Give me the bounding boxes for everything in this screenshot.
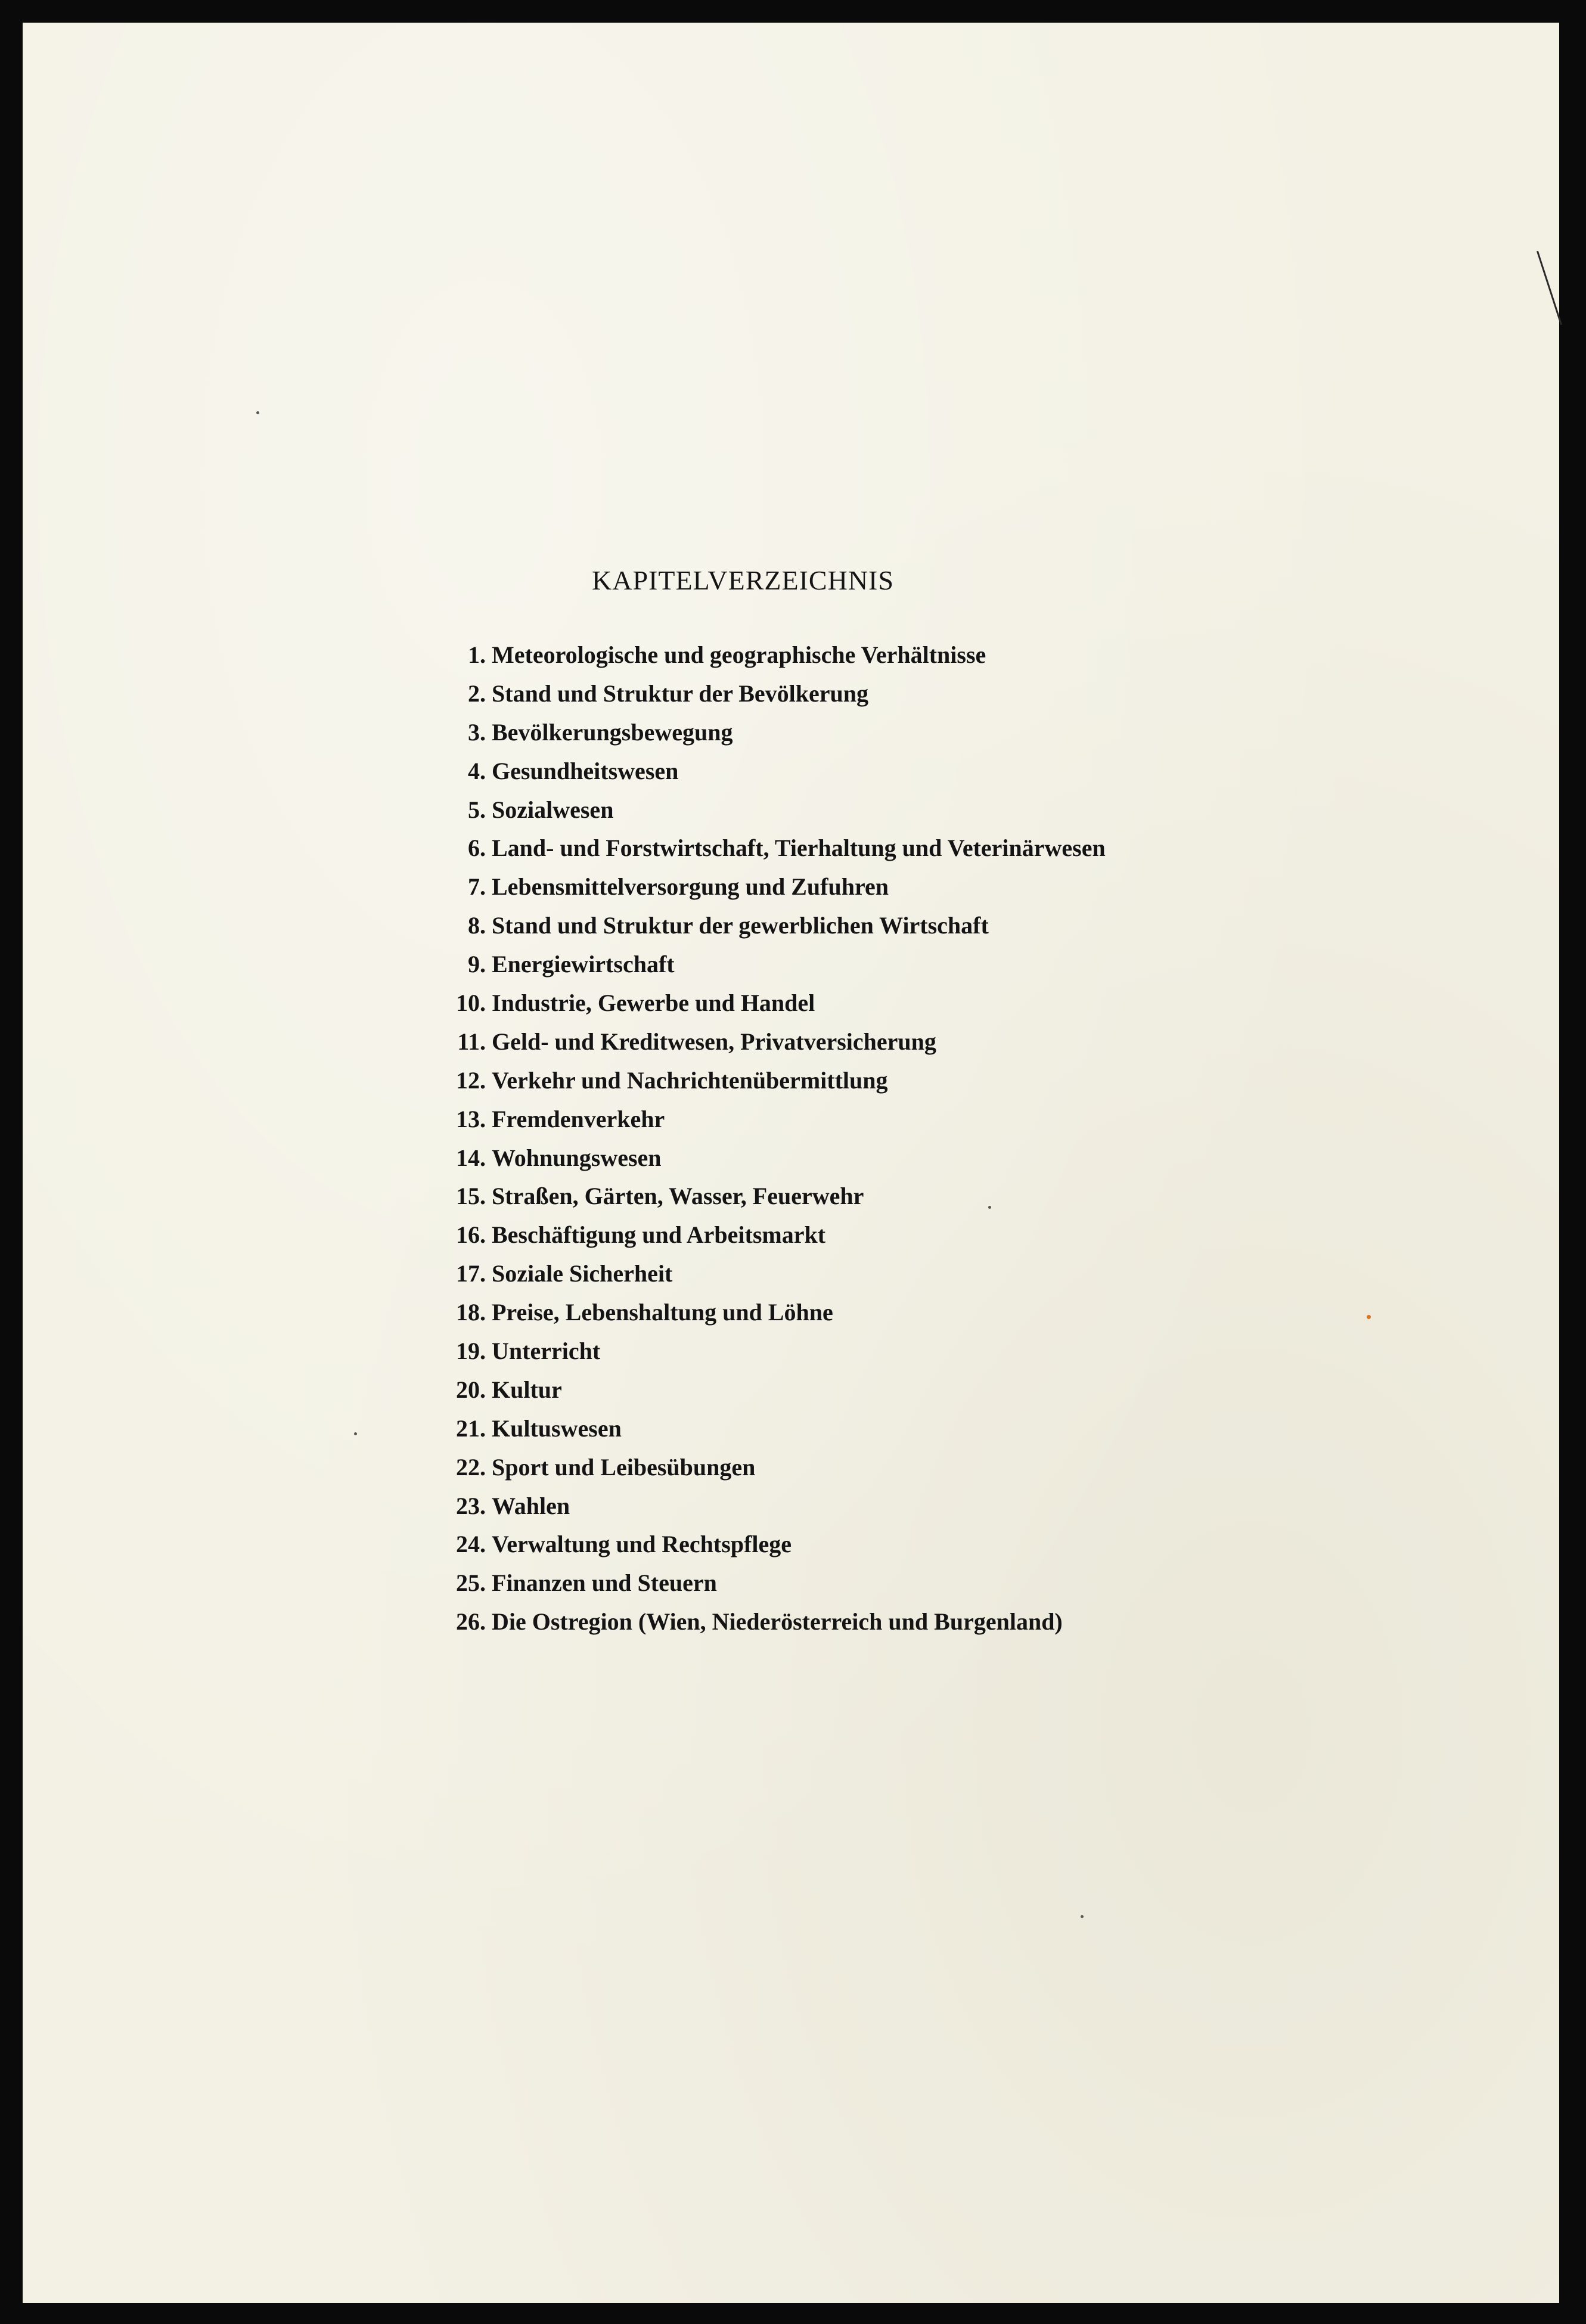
toc-entry: [428, 867, 1106, 906]
toc-entry: [428, 1409, 1106, 1448]
chapter-number: 2.: [468, 679, 486, 707]
toc-entry: [428, 1061, 1106, 1100]
paper-speck: [354, 1432, 357, 1435]
chapter-number: 15.: [456, 1183, 486, 1210]
chapter-title: Die Ostregion (Wien, Niederösterreich und Burgenland): [492, 1608, 1063, 1636]
toc-entry: [428, 635, 1106, 674]
toc-entry: [428, 1487, 1106, 1525]
paper-speck: [1081, 1915, 1084, 1918]
chapter-title: Energiewirtschaft: [492, 951, 675, 978]
toc-entry: [428, 906, 1106, 945]
chapter-number: 24.: [456, 1531, 486, 1558]
table-of-contents: [428, 635, 1106, 1641]
toc-entry: [428, 1100, 1106, 1138]
chapter-number: 25.: [456, 1569, 486, 1597]
toc-entry: [428, 1370, 1106, 1409]
chapter-number: 9.: [468, 951, 486, 978]
chapter-number: 5.: [468, 796, 486, 823]
document-page: [23, 23, 1559, 2303]
paper-speck: [256, 411, 259, 414]
chapter-title: Wahlen: [492, 1492, 570, 1519]
chapter-number: 26.: [456, 1608, 486, 1636]
chapter-number: 13.: [456, 1105, 486, 1132]
chapter-title: Stand und Struktur der gewerblichen Wirtschaft: [492, 912, 989, 939]
toc-entry: [428, 1177, 1106, 1215]
chapter-number: 12.: [456, 1066, 486, 1094]
chapter-number: 23.: [456, 1492, 486, 1519]
toc-entry: [428, 1602, 1106, 1641]
toc-entry: [428, 790, 1106, 829]
chapter-title: Straßen, Gärten, Wasser, Feuerwehr: [492, 1183, 864, 1210]
chapter-number: 18.: [456, 1299, 486, 1326]
chapter-number: 6.: [468, 834, 486, 862]
chapter-title: Wohnungswesen: [492, 1144, 662, 1171]
toc-entry: [428, 1332, 1106, 1370]
chapter-number: 8.: [468, 912, 486, 939]
chapter-title: Soziale Sicherheit: [492, 1260, 673, 1287]
toc-entry: [428, 1448, 1106, 1487]
toc-entry: [428, 1563, 1106, 1602]
chapter-title: Verkehr und Nachrichtenübermittlung: [492, 1066, 888, 1094]
chapter-title: Industrie, Gewerbe und Handel: [492, 989, 815, 1016]
chapter-number: 3.: [468, 718, 486, 746]
chapter-title: Beschäftigung und Arbeitsmarkt: [492, 1221, 826, 1249]
chapter-title: Sport und Leibesübungen: [492, 1453, 756, 1481]
toc-entry: [428, 983, 1106, 1022]
chapter-number: 16.: [456, 1221, 486, 1249]
chapter-title: Preise, Lebenshaltung und Löhne: [492, 1299, 833, 1326]
toc-entry: [428, 752, 1106, 790]
toc-entry: [428, 945, 1106, 983]
chapter-number: 11.: [457, 1028, 486, 1055]
chapter-title: Unterricht: [492, 1337, 601, 1364]
chapter-number: 19.: [456, 1337, 486, 1364]
toc-entry: [428, 1293, 1106, 1332]
chapter-number: 20.: [456, 1376, 486, 1403]
chapter-number: 17.: [456, 1260, 486, 1287]
chapter-number: 10.: [456, 989, 486, 1016]
toc-entry: [428, 1254, 1106, 1293]
chapter-title: Lebensmittelversorgung und Zufuhren: [492, 873, 889, 901]
chapter-title: Bevölkerungsbewegung: [492, 718, 733, 746]
chapter-title: Fremdenverkehr: [492, 1105, 665, 1132]
chapter-number: 14.: [456, 1144, 486, 1171]
chapter-title: Meteorologische und geographische Verhältnisse: [492, 641, 986, 668]
paper-scratch-mark: [1537, 251, 1562, 325]
page-title: KAPITELVERZEICHNIS: [592, 564, 894, 595]
toc-entry: [428, 1138, 1106, 1177]
toc-entry: [428, 1525, 1106, 1563]
chapter-title: Finanzen und Steuern: [492, 1569, 717, 1597]
chapter-title: Land- und Forstwirtschaft, Tierhaltung und Veterinärwesen: [492, 834, 1106, 862]
chapter-number: 22.: [456, 1453, 486, 1481]
chapter-number: 4.: [468, 757, 486, 784]
chapter-title: Sozialwesen: [492, 796, 614, 823]
toc-entry: [428, 674, 1106, 713]
chapter-title: Gesundheitswesen: [492, 757, 679, 784]
toc-entry: [428, 829, 1106, 867]
chapter-title: Kultuswesen: [492, 1414, 622, 1442]
chapter-title: Kultur: [492, 1376, 562, 1403]
chapter-title: Verwaltung und Rechtspflege: [492, 1531, 792, 1558]
chapter-number: 21.: [456, 1414, 486, 1442]
toc-entry: [428, 1215, 1106, 1254]
chapter-title: Geld- und Kreditwesen, Privatversicherung: [492, 1028, 936, 1055]
toc-entry: [428, 1022, 1106, 1061]
toc-entry: [428, 713, 1106, 752]
chapter-number: 1.: [468, 641, 486, 668]
chapter-number: 7.: [468, 873, 486, 901]
chapter-title: Stand und Struktur der Bevölkerung: [492, 679, 869, 707]
paper-speck-orange: [1367, 1315, 1371, 1319]
